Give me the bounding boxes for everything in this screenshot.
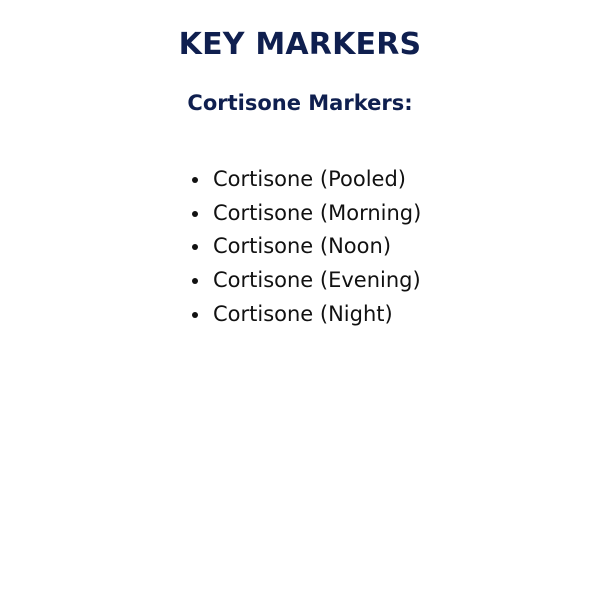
list-item xyxy=(190,231,421,265)
marker-label: Cortisone (Morning) xyxy=(213,200,422,225)
marker-label: Cortisone (Noon) xyxy=(213,234,392,259)
marker-list xyxy=(190,164,421,332)
marker-label: Cortisone (Pooled) xyxy=(213,167,406,191)
bullet-icon xyxy=(192,312,198,318)
list-item xyxy=(190,164,421,198)
section-subtitle: Cortisone Markers: xyxy=(187,91,413,115)
bullet-icon xyxy=(192,244,198,250)
list-item xyxy=(190,299,421,333)
bullet-icon xyxy=(192,278,198,284)
list-item xyxy=(190,265,421,299)
marker-label: Cortisone (Evening) xyxy=(213,268,421,293)
page-title: KEY MARKERS xyxy=(178,27,422,62)
bullet-icon xyxy=(192,177,198,183)
list-item xyxy=(190,198,421,232)
bullet-icon xyxy=(192,211,198,217)
marker-label: Cortisone (Night) xyxy=(213,301,393,326)
